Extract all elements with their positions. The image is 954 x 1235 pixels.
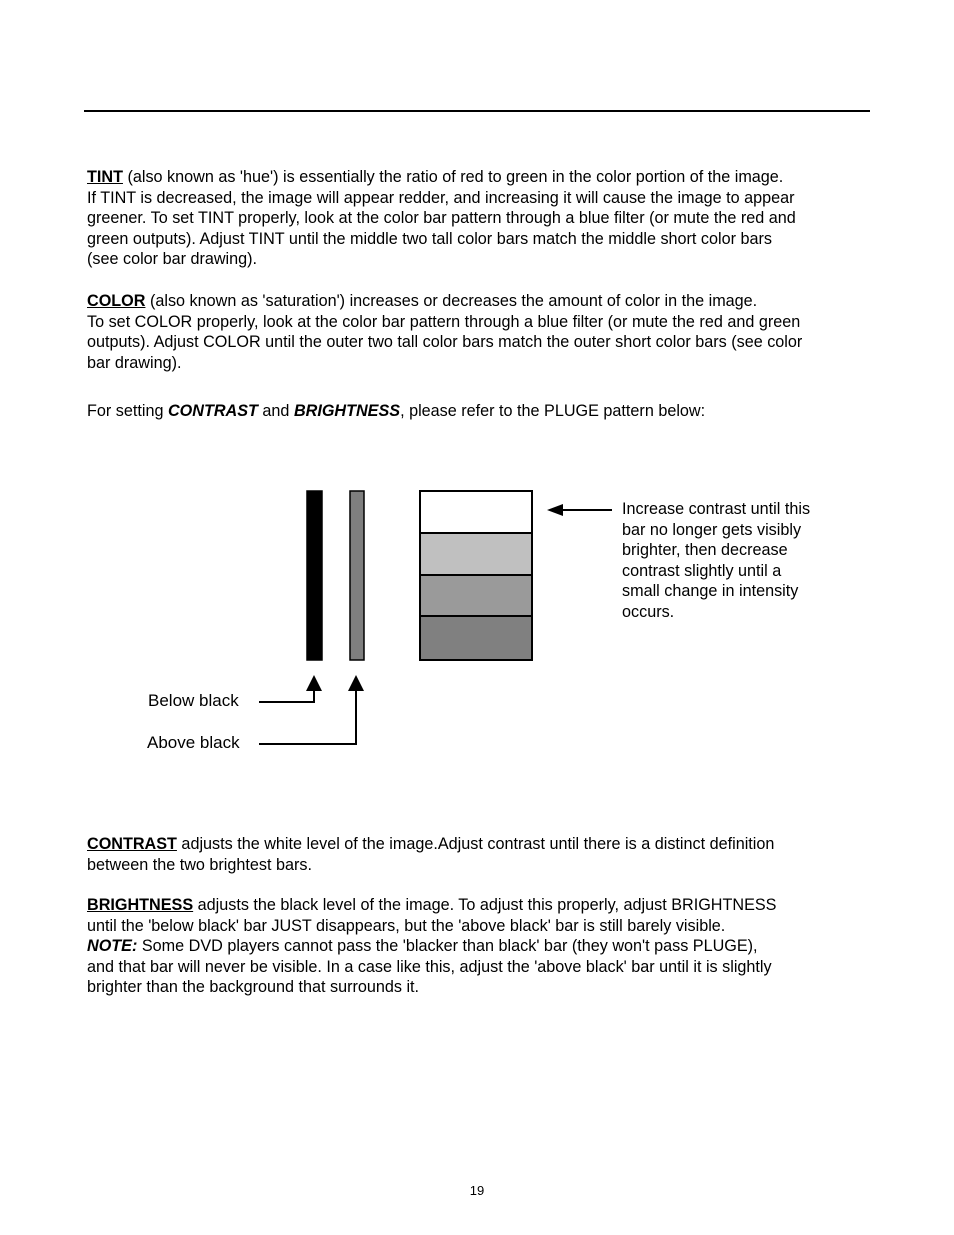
tint-line-5: (see color bar drawing). bbox=[87, 250, 258, 269]
setting-and: and bbox=[257, 402, 294, 420]
below-black-bar bbox=[307, 491, 322, 660]
below-black-leader bbox=[259, 675, 322, 702]
note-label: NOTE: bbox=[87, 937, 138, 956]
pluge-step-dark-gray bbox=[420, 616, 532, 660]
tint-line-3: greener. To set TINT properly, look at the color bar pattern through a blue filter (or mute the red and bbox=[87, 209, 796, 228]
color-text-1: (also known as 'saturation') increases or decreases the amount of color in the image. bbox=[145, 292, 758, 310]
pluge-step-white bbox=[420, 491, 532, 533]
page-number: 19 bbox=[469, 1183, 485, 1198]
brightness-line-1 bbox=[87, 895, 867, 916]
pluge-step-light-gray bbox=[420, 533, 532, 575]
tint-text-1: (also known as 'hue') is essentially the ratio of red to green in the color portion of the image. bbox=[122, 168, 784, 186]
callout-line-3: brighter, then decrease bbox=[622, 541, 788, 560]
pluge-step-mid-gray bbox=[420, 575, 532, 616]
contrast-term: CONTRAST bbox=[87, 835, 177, 853]
brightness-term: BRIGHTNESS bbox=[87, 896, 194, 914]
color-line-2: To set COLOR properly, look at the color bar pattern through a blue filter (or mute the red and green bbox=[87, 312, 801, 331]
above-black-label: Above black bbox=[147, 733, 240, 752]
callout-line-6: occurs. bbox=[622, 602, 675, 621]
callout-line-2: bar no longer gets visibly bbox=[622, 520, 802, 539]
brightness-paragraph bbox=[87, 895, 867, 998]
setting-prefix: For setting bbox=[87, 402, 168, 420]
note-line-2: and that bar will never be visible. In a case like this, adjust the 'above black' bar until it is slightly bbox=[87, 957, 772, 976]
callout-line-5: small change in intensity bbox=[622, 582, 799, 601]
color-term: COLOR bbox=[87, 292, 146, 310]
setting-contrast-term: CONTRAST bbox=[167, 402, 258, 420]
color-line-3: outputs). Adjust COLOR until the outer two tall color bars match the outer short color bars (see color bbox=[87, 333, 803, 352]
note-text-1: Some DVD players cannot pass the 'blacker than black' bar (they won't pass PLUGE), bbox=[137, 937, 758, 956]
above-black-bar bbox=[350, 491, 364, 660]
contrast-line-2: between the two brightest bars. bbox=[87, 855, 312, 874]
setting-suffix: , please refer to the PLUGE pattern below: bbox=[400, 402, 706, 420]
tint-line-4: green outputs). Adjust TINT until the middle two tall color bars match the middle short color bars bbox=[87, 229, 772, 248]
brightness-text-1: adjusts the black level of the image. To adjust this properly, adjust BRIGHTNESS bbox=[193, 896, 777, 914]
setting-brightness-term: BRIGHTNESS bbox=[293, 402, 401, 420]
callout-line-1: Increase contrast until this bbox=[622, 500, 811, 518]
tint-term: TINT bbox=[87, 168, 123, 186]
note-line-3: brighter than the background that surrounds it. bbox=[87, 978, 420, 997]
tint-line-2: If TINT is decreased, the image will appear redder, and increasing it will cause the image to appear bbox=[87, 188, 795, 207]
color-line-4: bar drawing). bbox=[87, 353, 182, 372]
callout-line-4: contrast slightly until a bbox=[622, 561, 782, 580]
contrast-text-1: adjusts the white level of the image.Adjust contrast until there is a distinct definition bbox=[176, 835, 775, 853]
below-black-label: Below black bbox=[148, 691, 239, 710]
brightness-line-2: until the 'below black' bar JUST disappears, but the 'above black' bar is still barely visible. bbox=[87, 916, 726, 935]
callout-arrow bbox=[547, 504, 612, 516]
contrast-line-1 bbox=[87, 834, 867, 855]
note-line-1 bbox=[87, 936, 867, 957]
contrast-callout bbox=[622, 499, 810, 623]
contrast-paragraph bbox=[87, 834, 867, 875]
